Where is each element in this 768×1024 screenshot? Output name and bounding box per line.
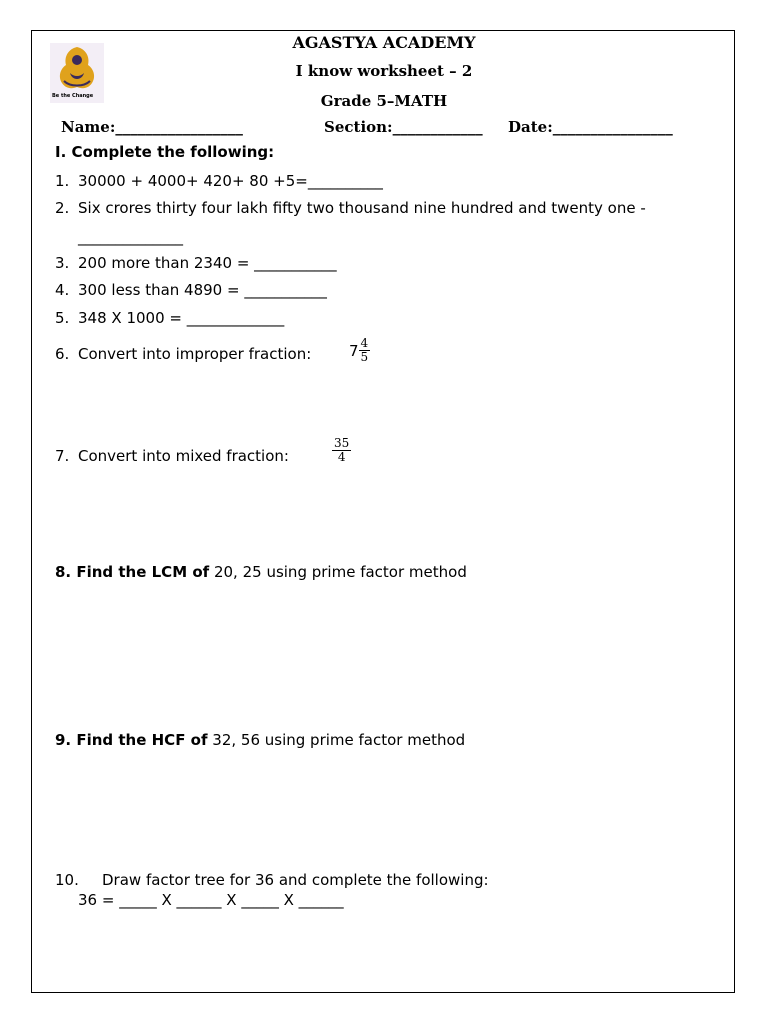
question-5-text: 348 X 1000 = _____________: [78, 309, 285, 327]
question-7-fraction: [332, 437, 351, 464]
name-field[interactable]: Name:_________________: [61, 118, 243, 136]
question-9: [55, 731, 465, 749]
question-6-denominator: 5: [360, 350, 369, 364]
question-6-mixed-number: [349, 337, 370, 364]
question-7-numerator: 35: [334, 436, 350, 450]
question-6-number: 6.: [55, 345, 70, 363]
question-6-whole: 7: [349, 341, 359, 360]
question-7-text: Convert into mixed fraction:: [78, 447, 289, 465]
question-8-text: 20, 25 using prime factor method: [213, 563, 467, 581]
question-7-denominator: 4: [337, 450, 346, 464]
question-4-text: 300 less than 4890 = ___________: [78, 281, 327, 299]
question-5-number: 5.: [55, 309, 70, 327]
question-1-text: 30000 + 4000+ 420+ 80 +5=__________: [78, 172, 383, 190]
question-7-number: 7.: [55, 447, 70, 465]
question-9-text: 32, 56 using prime factor method: [212, 731, 466, 749]
date-field[interactable]: Date:________________: [508, 118, 673, 136]
school-title: AGASTYA ACADEMY: [292, 33, 476, 52]
question-6-text: Convert into improper fraction:: [78, 345, 312, 363]
question-7-fraction-wrap: [332, 437, 351, 464]
grade-title: Grade 5–MATH: [320, 92, 448, 110]
question-2-number: 2.: [55, 199, 70, 217]
question-6-fraction: [359, 337, 371, 364]
question-4-number: 4.: [55, 281, 70, 299]
section-field[interactable]: Section:____________: [324, 118, 483, 136]
section-heading: I. Complete the following:: [55, 143, 275, 161]
question-3-text: 200 more than 2340 = ___________: [78, 254, 337, 272]
question-8-label: 8. Find the LCM of: [55, 563, 210, 581]
worksheet-title: I know worksheet – 2: [295, 62, 473, 80]
question-6-numerator: 4: [360, 336, 369, 350]
question-3-number: 3.: [55, 254, 70, 272]
question-2-blank[interactable]: ______________: [78, 228, 183, 246]
question-2-text: Six crores thirty four lakh fifty two thousand nine hundred and twenty one -: [78, 199, 646, 217]
question-8: [55, 563, 467, 581]
question-10-text: Draw factor tree for 36 and complete the following:: [102, 871, 489, 889]
question-10-number: 10.: [55, 871, 79, 889]
question-1-number: 1.: [55, 172, 70, 190]
logo-caption: Be the Change: [52, 93, 94, 99]
question-10-equation[interactable]: 36 = _____ X ______ X _____ X ______: [78, 891, 344, 909]
question-9-label: 9. Find the HCF of: [55, 731, 208, 749]
